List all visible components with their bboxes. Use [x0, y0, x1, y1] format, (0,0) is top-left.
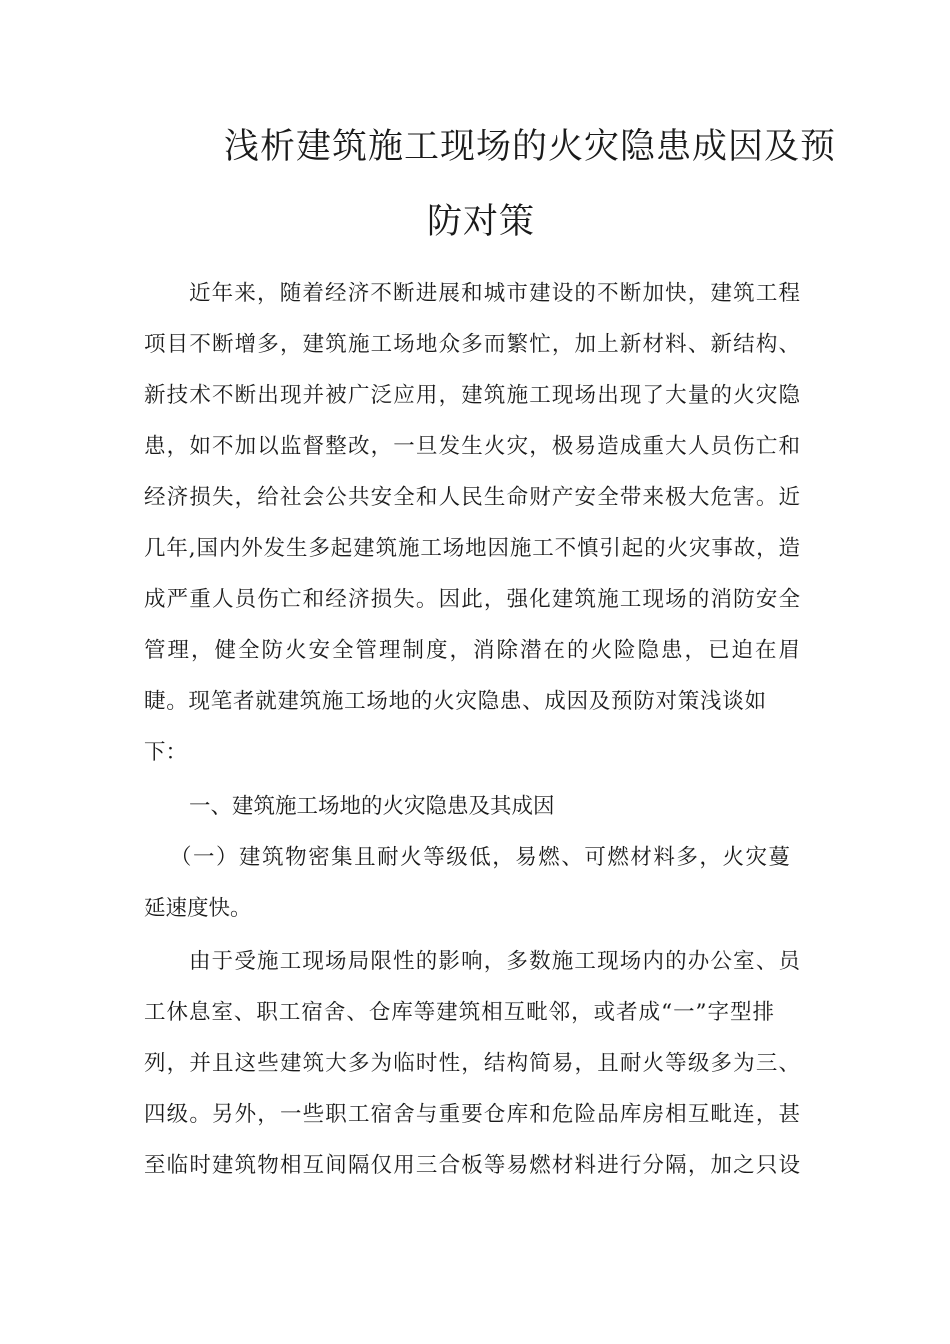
paragraph-1-line-6: 几年,国内外发生多起建筑施工场地因施工不慎引起的火灾事故，造	[144, 536, 800, 561]
paragraph-1-line-1: 近年来，随着经济不断进展和城市建设的不断加快，建筑工程	[189, 281, 800, 306]
paragraph-2-line-5: 至临时建筑物相互间隔仅用三合板等易燃材料进行分隔，加之只设	[144, 1153, 800, 1178]
subsection-heading-1-line-1: （一）建筑物密集且耐火等级低，易燃、可燃材料多，火灾蔓	[170, 845, 790, 870]
document-title-line-1: 浅析建筑施工现场的火灾隐患成因及预	[224, 127, 837, 167]
paragraph-1-line-2: 项目不断增多，建筑施工场地众多而繁忙，加上新材料、新结构、	[144, 332, 800, 357]
paragraph-2-line-2: 工休息室、职工宿舍、仓库等建筑相互毗邻，或者成“一”字型排	[144, 1000, 774, 1025]
paragraph-2-line-4: 四级。另外，一些职工宿舍与重要仓库和危险品库房相互毗连，甚	[144, 1102, 800, 1127]
paragraph-1-line-5: 经济损失，给社会公共安全和人民生命财产安全带来极大危害。近	[144, 485, 800, 510]
paragraph-1-line-8: 管理，健全防火安全管理制度，消除潜在的火险隐患，已迫在眉	[144, 638, 800, 663]
paragraph-2-line-1: 由于受施工现场局限性的影响，多数施工现场内的办公室、员	[189, 949, 800, 974]
subsection-heading-1-line-2: 延速度快。	[144, 896, 252, 921]
paragraph-1-line-3: 新技术不断出现并被广泛应用，建筑施工现场出现了大量的火灾隐	[144, 383, 800, 408]
paragraph-1-line-9: 睫。现笔者就建筑施工场地的火灾隐患、成因及预防对策浅谈如	[144, 689, 766, 714]
document-title-line-2: 防对策	[427, 202, 536, 242]
paragraph-2-line-3: 列，并且这些建筑大多为临时性，结构简易，且耐火等级多为三、	[144, 1051, 800, 1076]
paragraph-1-line-4: 患，如不加以监督整改，一旦发生火灾，极易造成重大人员伤亡和	[144, 434, 800, 459]
section-heading-1: 一、建筑施工场地的火灾隐患及其成因	[189, 794, 555, 819]
paragraph-1-line-10: 下：	[144, 740, 188, 765]
paragraph-1-line-7: 成严重人员伤亡和经济损失。因此，强化建筑施工现场的消防安全	[144, 587, 800, 612]
